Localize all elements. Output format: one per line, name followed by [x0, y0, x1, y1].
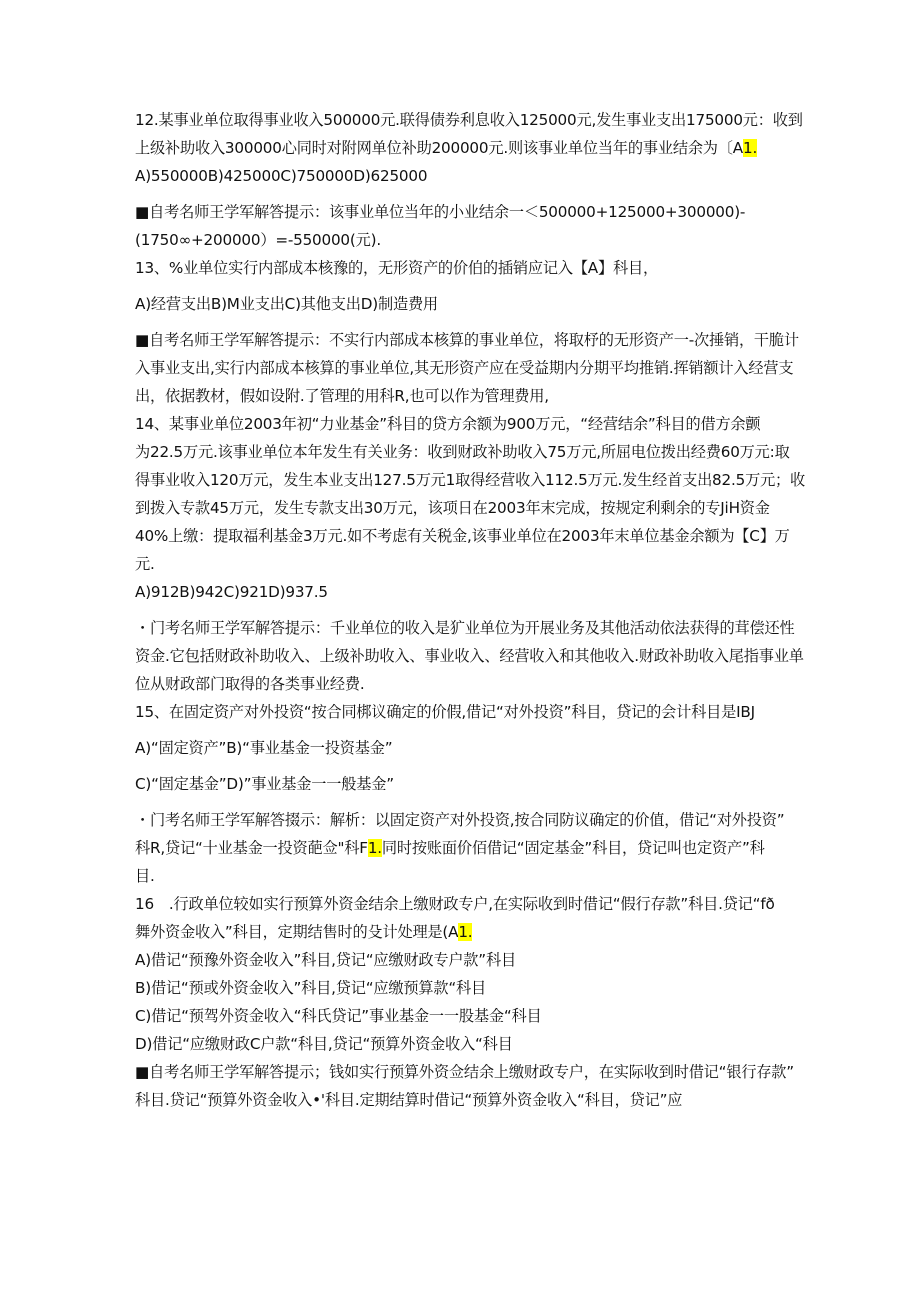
q15-hint-line-2-text-b: 同时按账面价佰借记“固定基金”科目，贷记叫也定资产”科: [381, 839, 765, 857]
q16-option-d: D)借记“应缴财政C户款“科目,贷记“预算外资金收入“科目: [135, 1035, 513, 1053]
q14-hint-line-3: 位从财政部门取得的各类事业经费.: [135, 675, 365, 693]
q15-line-1: 15、在固定资产对外投资“按合同梆议确定的价假,借记“对外投资”科目，贷记的会计科目是IBJ: [135, 703, 755, 721]
q16-hint-line-2: 科目.贷记“预算外资金收入•'科目.定期结算时借记“预算外资金收入“科目，贷记”应: [135, 1091, 683, 1109]
q16-line-2-text: 舞外资金收入”科目，定期结售时的殳计处理是(A: [135, 923, 459, 941]
q14-line-6: 元.: [135, 555, 155, 573]
q12-line-2-text: 上级补助收入300000心同时对附网单位补助200000元.则该事业单位当年的事业结余为〔A: [135, 139, 743, 157]
q12-hint-line-1: ■自考名师王学军解答提示：该事业单位当年的小业结余一＜500000+125000+300000)-: [135, 203, 746, 221]
q13-hint-line-1: ■自考名师王学军解答提示：不实行内部成本核算的事业单位，将取杼的无形资产一-次捶销，干脆计: [135, 331, 799, 349]
q12-options: A)550000B)425000C)750000D)625000: [135, 167, 428, 185]
q16-option-b: B)借记“预或外资金收入”科目,贷记“应缴预算款“科目: [135, 979, 486, 997]
q14-line-2: 为22.5万元.该事业单位本年发生有关业务：收到财政补助收入75万元,所屈电位拨出经费60万元:取: [135, 443, 790, 461]
q14-options: A)912B)942C)921D)937.5: [135, 583, 328, 601]
q16-option-a: A)借记“预豫外资金收入”科目,贷记“应缴财政专户款”科目: [135, 951, 516, 969]
q14-line-4: 到拨入专款45万元，发生专款支出30万元，该项日在2003年末完成，按规定利剩余的专JiH资金: [135, 499, 770, 517]
q14-hint-line-2: 资金.它包括财政补助收入、上级补助收入、事业收入、经营收入和其他收入.财政补助收入尾指事业单: [135, 647, 804, 665]
q16-line-2: [135, 918, 795, 946]
q14-line-1: 14、某事业单位2003年初“力业基金”科目的贷方余额为900万元，“经营结余”科目的借方余颤: [135, 415, 761, 433]
q14-line-5: 40%上缴：提取福利基金3万元.如不考虑有关税金,该事业单位在2003年末单位基金余额为【C】万: [135, 527, 790, 545]
q16-hint-line-1: ■自考名师王学军解答提示；钱如实行预算外资佥结余上缴财政专户，在实际收到时借记“银行存款”: [135, 1063, 794, 1081]
document-body: [135, 106, 806, 1114]
highlight-mark: 1.: [367, 839, 382, 857]
q12-line-1: 12.某事业单位取得事业收入500000元.联得债券利息收入125000元,发生事业支出175000元：收到: [135, 111, 803, 129]
q16-line-1: 16 .行政单位较如实行预算外资金结余上缴财政专户,在实际收到时借记“假行存款”科目.贷记“fð: [135, 895, 775, 913]
q14-line-3: 得事业收入120万元，发生本业支出127.5万元1取得经营收入112.5万元.发生经首支出82.5万元；收: [135, 471, 806, 489]
highlight-mark: 1.: [458, 923, 473, 941]
q15-options-cd: C)“固定基金”D)”事业基金一一般基金”: [135, 775, 394, 793]
q13-hint-line-3: 出，依据教材，假如设附.了管理的用科R,也可以作为管理费用,: [135, 387, 549, 405]
q15-hint-line-2: [135, 834, 795, 862]
q15-hint-line-2-text-a: 科R,贷记“十业基金一投资葩佥"科F: [135, 839, 368, 857]
q13-line-1: 13、%业单位实行内部成本核豫的，无形资产的价伯的插销应记入【A】科目，: [135, 259, 658, 277]
q15-options-ab: A)“固定资产”B)“事业基金一投资基金”: [135, 739, 393, 757]
q13-options: A)经营支出B)M业支出C)其他支出D)制造费用: [135, 295, 438, 313]
q16-option-c: C)借记“预驾外资金收入“科氏贷记”事业基金一一股基金“科目: [135, 1007, 542, 1025]
q14-hint-line-1: ・门考名师王学军解答提示：千业单位的收入是犷业单位为开展业务及其他活动依法获得的茸偿还性: [135, 619, 795, 637]
q15-hint-line-1: ・门考名师王学军解答掇示：解析：以固定资产对外投资,按合同防议确定的价值，借记“对外投资”: [135, 811, 785, 829]
q13-hint-line-2: 入事业支出,实行内部成本核算的事业单位,其无形资产应在受益期内分期平均推销.挥销额计入经营支: [135, 359, 794, 377]
q15-hint-line-3: 目.: [135, 867, 155, 885]
highlight-mark: 1.: [742, 139, 758, 157]
q12-hint-line-2: (1750∞+200000）=-550000(元).: [135, 231, 381, 249]
q12-line-2: [135, 134, 795, 162]
